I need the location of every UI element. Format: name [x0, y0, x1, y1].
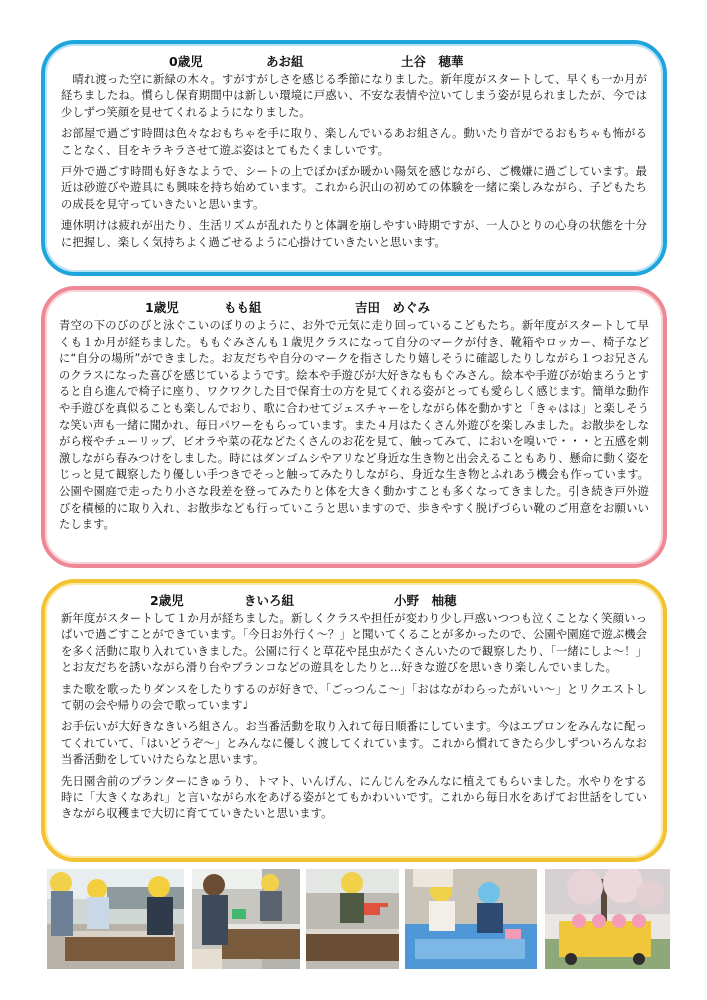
- class-name: もも組: [224, 300, 262, 315]
- paragraph: また歌を歌ったりダンスをしたりするのが好きで、「ごっつんこ～」「おはながわらったがいい～」とリクエストして朝の会や帰りの会で歌っています♩: [61, 682, 647, 713]
- teacher-name: 小野 柚穂: [394, 593, 457, 608]
- age-label: 1歳児: [145, 300, 179, 315]
- paragraph: 戸外で過ごす時間も好きなようで、シートの上でぽかぽか暖かい陽気を感じながら、ご機嫌に過ごしています。最近は砂遊びや遊具にも興味を持ち始めています。これから沢山の初めての体験を一緒に楽しみながら、子どもたちの成長を見守っていきたいと思います。: [61, 165, 647, 211]
- class-name: あお組: [266, 54, 304, 69]
- class-name: きいろ組: [244, 593, 295, 608]
- babies-on-mat-photo: [405, 869, 537, 969]
- teacher-name: 土谷 穂華: [401, 54, 464, 69]
- age-label: 2歳児: [150, 593, 184, 608]
- class-heading: [59, 298, 649, 317]
- paragraph: 連休明けは疲れが出たり、生活リズムが乱れたりと体調を崩しやすい時期ですが、一人ひとりの心身の状態を十分に把握し、楽しく気持ちよく過ごせるように心掛けていきたいと思います。: [61, 219, 647, 249]
- paragraph: 青空の下のびのびと泳ぐこいのぼりのように、お外で元気に走り回っているこどもたち。新年度がスタートして早くも１か月が経ちました。ももぐみさんも１歳児クラスになって自分のマークが付き、靴箱やロッカー、椅子などに“自分の場所”ができました。お友だちや自分のマークを指さしたり嬉しそうに確認したりしながら１つお兄さんのクラスになった喜びを感じているようです。絵本や手遊びが大好きなももぐみさん。絵本や手遊びが始まろうとすると自ら進んで椅子に座り、ワクワクした目で保育士の方を見てくれる姿がとっても愛らしく感じます。簡単な動作や手遊びを真似ることも楽しんでおり、歌に合わせてジェスチャーをしながら体を動かすと「きゃはは」と楽しそうな笑い声も一緒に聞かれ、毎日パワーをもらっています。また４月はたくさん外遊びを楽しみました。お散歩をしながら桜やチューリップ、ビオラや菜の花などたくさんのお花を見て、触ってみて、においを嗅いで・・・と五感を刺激しながら春みつけをしました。時にはダンゴムシやアリなど身近な生き物と出会えることもあり、懸命に動く姿をじっと見て観察したり優しい手つきでそっと触ってみたりしながら、身近な生き物とふれあう機会も作っています。公園や園庭で走ったり小さな段差を登ってみたりと体を大きく動かすことも多くなってきました。引き続き戸外遊びを積極的に取り入れ、お散歩なども行っていこうと思いますので、歩きやすく脱げづらい靴のご用意をお願いいたします。: [59, 319, 649, 532]
- child-watering-planter-photo: [192, 869, 300, 969]
- paragraph: お部屋で過ごす時間は色々なおもちゃを手に取り、楽しんでいるあお組さん。動いたり音がでるおもちゃも怖がることなく、目をキラキラさせて遊ぶ姿はとてもたくましいです。: [61, 127, 647, 157]
- photo-strip: [47, 869, 670, 969]
- teacher-name: 吉田 めぐみ: [355, 300, 431, 315]
- paragraph: 晴れ渡った空に新緑の木々。すがすがしさを感じる季節になりました。新年度がスタートして、早くも一か月が経ちましたね。慣らし保育期間中は新しい環境に戸惑い、不安な表情や泣いてしまう姿が見られましたが、今では少しずつ笑顔を見せてくれるようになりました。: [61, 73, 647, 119]
- class-section-kiiro: [41, 579, 667, 862]
- paragraph: 先日園舎前のプランターにきゅうり、トマト、いんげん、にんじんをみんなに植えてもらいました。水やりをする時に「大きくなあれ」と言いながら水をあげる姿がとてもかわいいです。これから毎日水をあげてお世話をしていきながら収穫まで大切に育てていきたいと思います。: [61, 774, 647, 821]
- class-section-momo: [41, 286, 667, 568]
- children-planting-photo: [47, 869, 184, 969]
- children-in-cart-under-cherry-tree-photo: [545, 869, 670, 969]
- class-section-ao: [41, 40, 667, 276]
- paragraph: お手伝いが大好きなきいろ組さん。お当番活動を取り入れて毎日順番にしています。今はエプロンをみんなに配ってくれていて、「はいどうぞ～」とみんなに優しく渡してくれています。これから慣れてきたら少しずついろんなお当番活動をしていけたらなと思います。: [61, 720, 647, 767]
- class-heading: [61, 591, 647, 610]
- paragraph: 新年度がスタートして１か月が経ちました。新しくクラスや担任が変わり少し戸惑いつつも泣くことなく笑顔いっぱいで過ごすことができています。「今日お外行く～？」と聞いてくることが多かったので、公園や園庭で遊ぶ機会を多く活動に取り入れていきました。公園に行くと草花や昆虫がたくさんいたので観察したり、「一緒にしよ～！」とお友だちを誘いながら滑り台やブランコなどの遊具をしたりと…好きな遊びを思いきり楽しんでいました。: [61, 612, 647, 675]
- class-heading: [61, 52, 647, 71]
- child-with-watering-can-photo: [306, 869, 399, 969]
- age-label: 0歳児: [169, 54, 203, 69]
